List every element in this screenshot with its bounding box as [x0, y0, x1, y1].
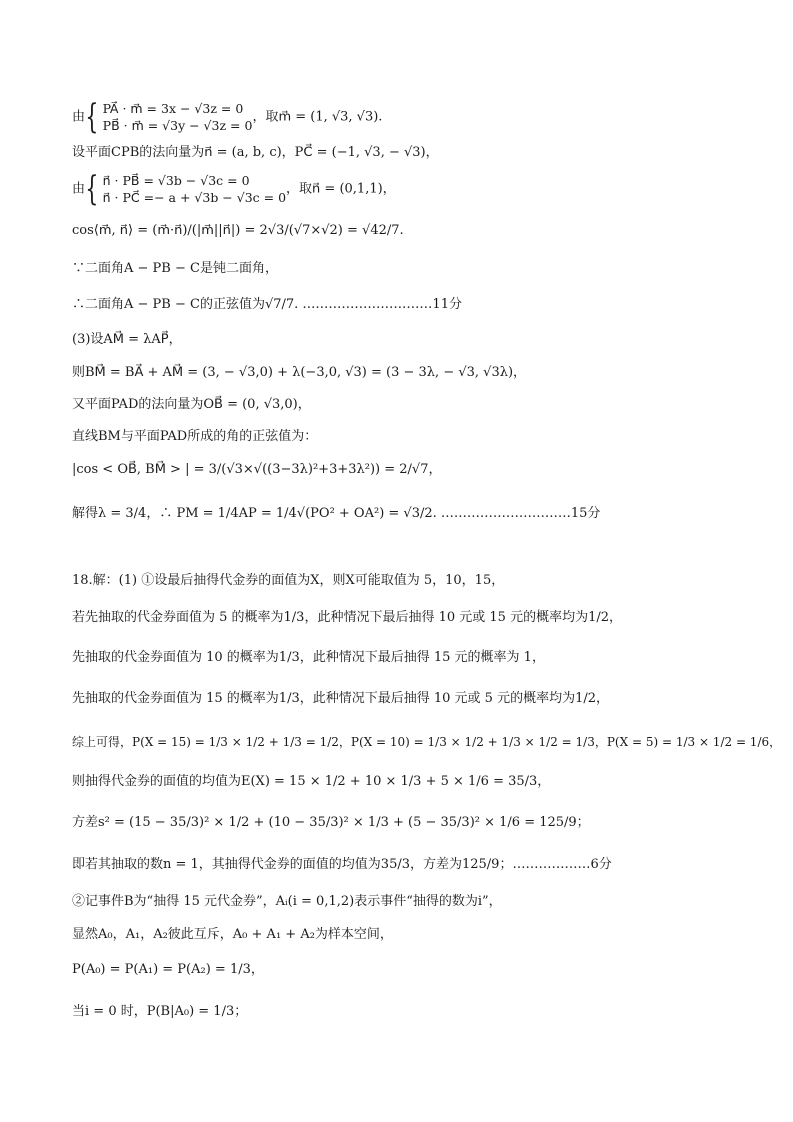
brace-symbol: { — [85, 97, 99, 137]
text-line: cos⟨m⃗, n⃗⟩ = (m⃗·n⃗)/(|m⃗||n⃗|) = 2√3/(√7×√2) = √42/7. — [72, 223, 404, 238]
text-suffix: ，取n⃗ = (0,1,1)， — [286, 181, 396, 197]
equation-row: n⃗ · PB⃗ = √3b − √3c = 0 — [102, 173, 250, 188]
text-line: P(A₀) = P(A₁) = P(A₂) = 1/3， — [72, 962, 264, 977]
text-prefix: 由 — [72, 181, 86, 197]
system-equations-n — [72, 169, 396, 209]
text-suffix: ，取m⃗ = (1, √3, √3). — [252, 109, 383, 125]
text-line: 显然A₀，A₁，A₂彼此互斥，A₀ + A₁ + A₂为样本空间， — [72, 927, 393, 942]
text-line: 又平面PAD的法向量为OB⃗ = (0, √3,0)， — [72, 397, 311, 412]
text-line: 则BM⃗ = BA⃗ + AM⃗ = (3, − √3,0) + λ(−3,0, √3) = (3 − 3λ, − √3, √3λ)， — [72, 365, 527, 380]
text-line: 方差s² = (15 − 35/3)² × 1/2 + (10 − 35/3)² × 1/3 + (5 − 35/3)² × 1/6 = 125/9； — [72, 815, 590, 830]
text-line: 18.解：(1) ①设最后抽得代金券的面值为X，则X可能取值为 5，10，15， — [72, 573, 505, 588]
equation-row: n⃗ · PC⃗ =− a + √3b − √3c = 0 — [102, 190, 287, 205]
text-line: 设平面CPB的法向量为n⃗ = (a, b, c)，PC⃗ = (−1, √3, − √3)， — [72, 145, 439, 160]
brace-symbol: { — [85, 169, 99, 209]
text-line: ②记事件B为“抽得 15 元代金券”，Aᵢ(i = 0,1,2)表示事件“抽得的数为i”， — [72, 894, 502, 909]
text-line: 即若其抽取的数n = 1，其抽得代金券的面值的均值为35/3，方差为125/9；………………6分 — [72, 857, 612, 872]
text-line: 综上可得，P(X = 15) = 1/3 × 1/2 + 1/3 = 1/2，P(X = 10) = 1/3 × 1/2 + 1/3 × 1/2 = 1/3，P(X = 5) = 1/3 × 1/2 = 1/6， — [72, 735, 782, 749]
text-line: 解得λ = 3/4，∴ PM = 1/4AP = 1/4√(PO² + OA²) = √3/2. …………………………15分 — [72, 506, 601, 521]
text-line: 先抽取的代金券面值为 15 的概率为1/3，此种情况下最后抽得 10 元或 5 元的概率均为1/2， — [72, 691, 609, 706]
text-prefix: 由 — [72, 109, 86, 125]
text-line: 先抽取的代金券面值为 10 的概率为1/3，此种情况下最后抽得 15 元的概率为 1， — [72, 650, 545, 665]
text-line: ∵二面角A − PB − C是钝二面角， — [72, 261, 278, 276]
equation-system — [85, 169, 287, 209]
equation-system — [85, 97, 253, 137]
text-line: 直线BM与平面PAD所成的角的正弦值为： — [72, 429, 318, 444]
text-line: 若先抽取的代金券面值为 5 的概率为1/3，此种情况下最后抽得 10 元或 15 元的概率均为1/2， — [72, 610, 622, 625]
text-line: 则抽得代金券的面值的均值为E(X) = 15 × 1/2 + 10 × 1/3 + 5 × 1/6 = 35/3， — [72, 774, 551, 789]
equation-row: PB⃗ · m⃗ = √3y − √3z = 0 — [102, 118, 253, 133]
text-line: (3)设AM⃗ = λAP⃗， — [72, 332, 182, 347]
text-line: 当i = 0 时，P(B|A₀) = 1/3； — [72, 1004, 248, 1019]
text-line: |cos < OB⃗, BM⃗ > | = 3/(√3×√((3−3λ)²+3+3λ²)) = 2/√7， — [72, 462, 442, 477]
equation-row: PA⃗ · m⃗ = 3x − √3z = 0 — [102, 101, 244, 116]
system-equations-m — [72, 97, 383, 137]
text-line: ∴二面角A − PB − C的正弦值为√7/7. …………………………11分 — [72, 297, 462, 312]
